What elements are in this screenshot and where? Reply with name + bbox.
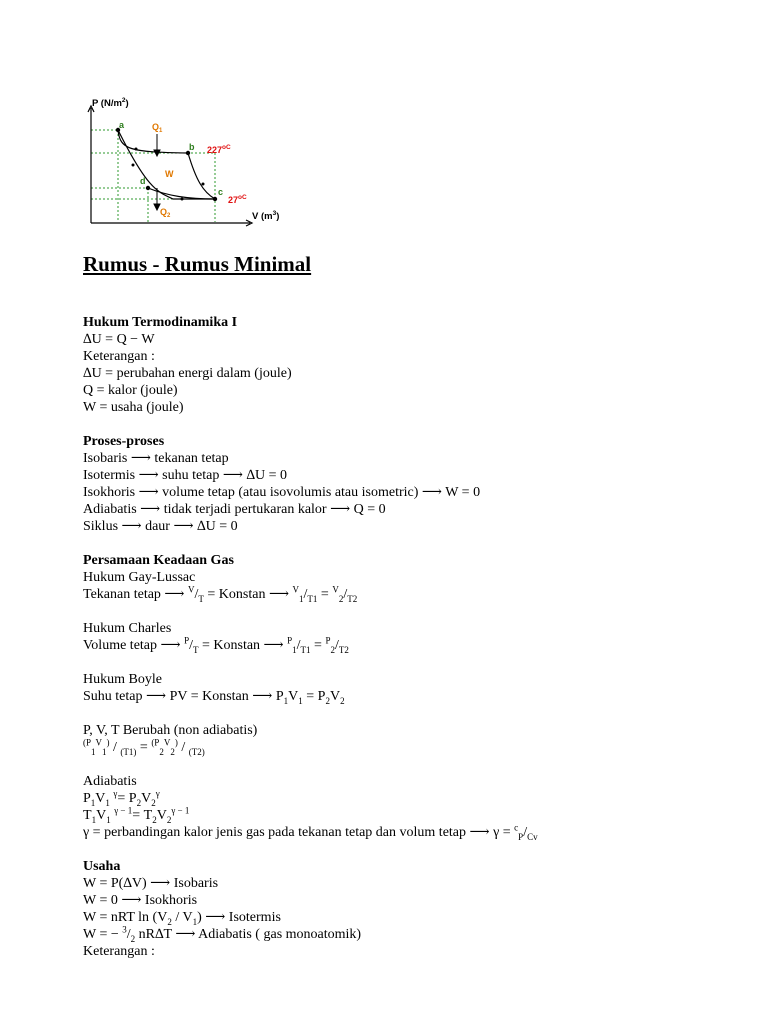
keterangan-label: Keterangan :: [83, 944, 155, 959]
point-a-label: a: [119, 120, 125, 130]
section-heading-hukum1: Hukum Termodinamika I: [83, 315, 238, 330]
section-heading-proses: Proses-proses: [83, 434, 165, 449]
keterangan-label: Keterangan :: [83, 349, 155, 364]
keterangan-item: ∆U = perubahan energi dalam (joule): [83, 366, 292, 381]
point-c-label: c: [218, 187, 224, 197]
y-axis-label: P $(N/m^2)$: [92, 97, 129, 109]
proses-item: Siklus ⟶ daur ⟶ ∆U = 0: [83, 519, 238, 534]
document-body: [83, 250, 753, 960]
usaha-adiabatis: W = − $^3/_2$ nR∆T ⟶ Adiabatis ( gas monoatomik): [83, 924, 362, 944]
page-title: Rumus - Rumus Minimal: [83, 252, 312, 276]
usaha-item: W = 0 ⟶ Isokhoris: [83, 893, 198, 908]
gamma-definition: γ = perbandingan kalor jenis gas pada tekanan tetap dan volum tetap ⟶ $\gamma = ^c_P/_{Cv}$: [83, 822, 538, 842]
adiabatis-formula-pv: $P_1V_1$ $^\gamma= P_2V_2^\gamma$: [83, 788, 160, 808]
proses-item: Adiabatis ⟶ tidak terjadi pertukaran kalor ⟶ Q = 0: [83, 502, 386, 517]
adiabatis-formula-tv: $T_1V_1$ $^{\gamma - 1}= T_2V_2^{\gamma - 1}$: [83, 805, 190, 825]
t-low-label: $27^{oC}$: [228, 194, 247, 205]
keterangan-item: W = usaha (joule): [83, 400, 184, 415]
boyle-name: Hukum Boyle: [83, 672, 162, 687]
charles-name: Hukum Charles: [83, 621, 172, 636]
axes: [88, 106, 252, 226]
boyle-formula: Suhu tetap ⟶ PV = Konstan ⟶ $P_1V_1 = P_2V_2$: [83, 689, 345, 706]
gay-lussac-name: Hukum Gay-Lussac: [83, 570, 196, 585]
q2-label: $Q_2$: [160, 207, 171, 219]
proses-item: Isobaris ⟶ tekanan tetap: [83, 451, 229, 466]
section-heading-usaha: Usaha: [83, 859, 121, 874]
cycle-points: [116, 128, 217, 201]
x-axis-label: V $(m^3)$: [252, 210, 280, 222]
q1-label: $Q_1$: [152, 122, 163, 134]
pv-diagram: [78, 92, 300, 232]
t-high-label: $227^{oC}$: [207, 144, 231, 155]
section-heading-gas: Persamaan Keadaan Gas: [83, 553, 234, 568]
work-label: W: [165, 169, 174, 179]
formula-first-law: ∆U = Q − W: [83, 332, 155, 347]
point-b-label: b: [189, 142, 195, 152]
usaha-isotermis: W = nRT $\ln (V_2 / V_1)$ ⟶ Isotermis: [83, 910, 281, 927]
keterangan-item: Q = kalor (joule): [83, 383, 178, 398]
pvt-name: P, V, T Berubah (non adiabatis): [83, 723, 258, 738]
charles-formula: Volume tetap ⟶ $^P/_T$ = Konstan ⟶ $^P_1/_{T1} = ^P_2/_{T2}$: [83, 635, 349, 655]
point-d-label: d: [140, 176, 146, 186]
usaha-item: W = P(∆V) ⟶ Isobaris: [83, 876, 219, 891]
gay-lussac-formula: Tekanan tetap ⟶ $^V/_T$ = Konstan ⟶ $^V_1/_{T1} = ^V_2/_{T2}$: [83, 584, 358, 604]
proses-item: Isotermis ⟶ suhu tetap ⟶ ∆U = 0: [83, 468, 287, 483]
pvt-formula: $^{(P}_1^V_1$) / $_{(T1)}$ = $^{(P}_2^V_2$) / $_{(T2)}$: [83, 737, 205, 757]
proses-item: Isokhoris ⟶ volume tetap (atau isovolumis atau isometric) ⟶ W = 0: [83, 485, 481, 500]
adiabatis-name: Adiabatis: [83, 774, 137, 789]
